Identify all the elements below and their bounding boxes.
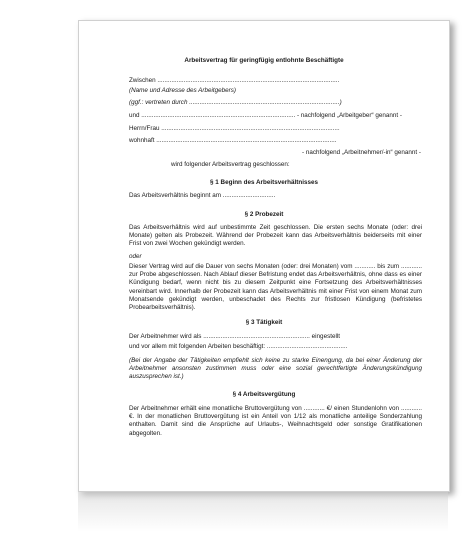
- wohnhaft-line: wohnhaft .......................................................................................................: [129, 137, 337, 144]
- beginn-line: Das Arbeitsverhältnis beginnt am ..............................: [129, 192, 276, 199]
- arbeitgeber-name-hint: (Name und Adresse des Arbeitgebers): [129, 87, 236, 94]
- herr-frau-line: Herrn/Frau ......................................................................................................: [129, 125, 340, 132]
- probezeit-paragraph-1: Das Arbeitsverhältnis wird auf unbestimmte Zeit geschlossen. Die ersten sechs Monate (oder: drei Monate) gelten als Probezeit. Während der Probezeit kann das Arbeitsverhältnis beiderseits mit einer Frist von zwei Wochen gekündigt werden.: [129, 224, 422, 248]
- zwischen-line: Zwischen ........................................................................................................: [129, 77, 340, 84]
- section-4-heading: § 4 Arbeitsvergütung: [232, 391, 296, 398]
- taetigkeit-line-2: und vor allem mit folgenden Arbeiten beschäftigt: ..............................................: [129, 343, 348, 350]
- taetigkeit-note: (Bei der Angabe der Tätigkeiten empfiehlt sich keine zu starke Einengung, da bei einer Änderung der Arbeitnehmer ansonsten zustimmen muss oder eine sozial gerechtfertigte Änderungskündigung auszusprechen ist.): [129, 357, 422, 381]
- arbeitnehmer-genannt: - nachfolgend „Arbeitnehmer/-in“ genannt -: [301, 149, 421, 156]
- section-3-heading: § 3 Tätigkeit: [245, 319, 283, 326]
- section-2-heading: § 2 Probezeit: [244, 211, 284, 218]
- page-reflection: [78, 492, 448, 532]
- contract-document-page: [78, 20, 450, 492]
- section-1-heading: § 1 Beginn des Arbeitsverhältnisses: [210, 179, 318, 186]
- vertreten-line: (ggf.: vertreten durch ......................................................................................): [129, 99, 342, 106]
- und-arbeitgeber-line: und ........................................................................................ - nachfolgend „Arbeitgeber“ genannt -: [129, 112, 402, 119]
- taetigkeit-line-1: Der Arbeitnehmer wird als ............................................................. eingestellt: [129, 333, 341, 340]
- verguetung-paragraph: Der Arbeitnehmer erhält eine monatliche Bruttovergütung von ............ €/ einen Stundenlohn von ............ €. In der monatlichen Bruttovergütung ist ein Anteil von 1/12 als monatliche anteilige Sonderzahlung enthalten. Damit sind die Ansprüche auf Urlaubs-, Weihnachtsgeld oder sonstige Gratifikationen abgegolten.: [129, 405, 422, 437]
- probezeit-paragraph-2: Dieser Vertrag wird auf die Dauer von sechs Monaten (oder: drei Monaten) vom ............ bis zum ............ zur Probe abgeschlossen. Nach Ablauf dieser Befristung endet das Arbeitsverhältnis, ohne dass es einer Kündigung bedarf, wenn nicht bis zu diesem Zeitpunkt eine Fortsetzung des Arbeitsverhältnisses vereinbart wird. Innerhalb der Probezeit kann das Arbeitsverhältnis mit einer Frist von einem Monat zum Monatsende gekündigt werden, unbeschadet des Rechts zur fristlosen Kündigung (befristetes Probearbeitsverhältnis).: [129, 263, 422, 312]
- document-title: Arbeitsvertrag für geringfügig entlohnte Beschäftigte: [184, 57, 344, 64]
- geschlossen-line: wird folgender Arbeitsvertrag geschlossen:: [171, 161, 290, 168]
- oder-label: oder: [129, 253, 142, 260]
